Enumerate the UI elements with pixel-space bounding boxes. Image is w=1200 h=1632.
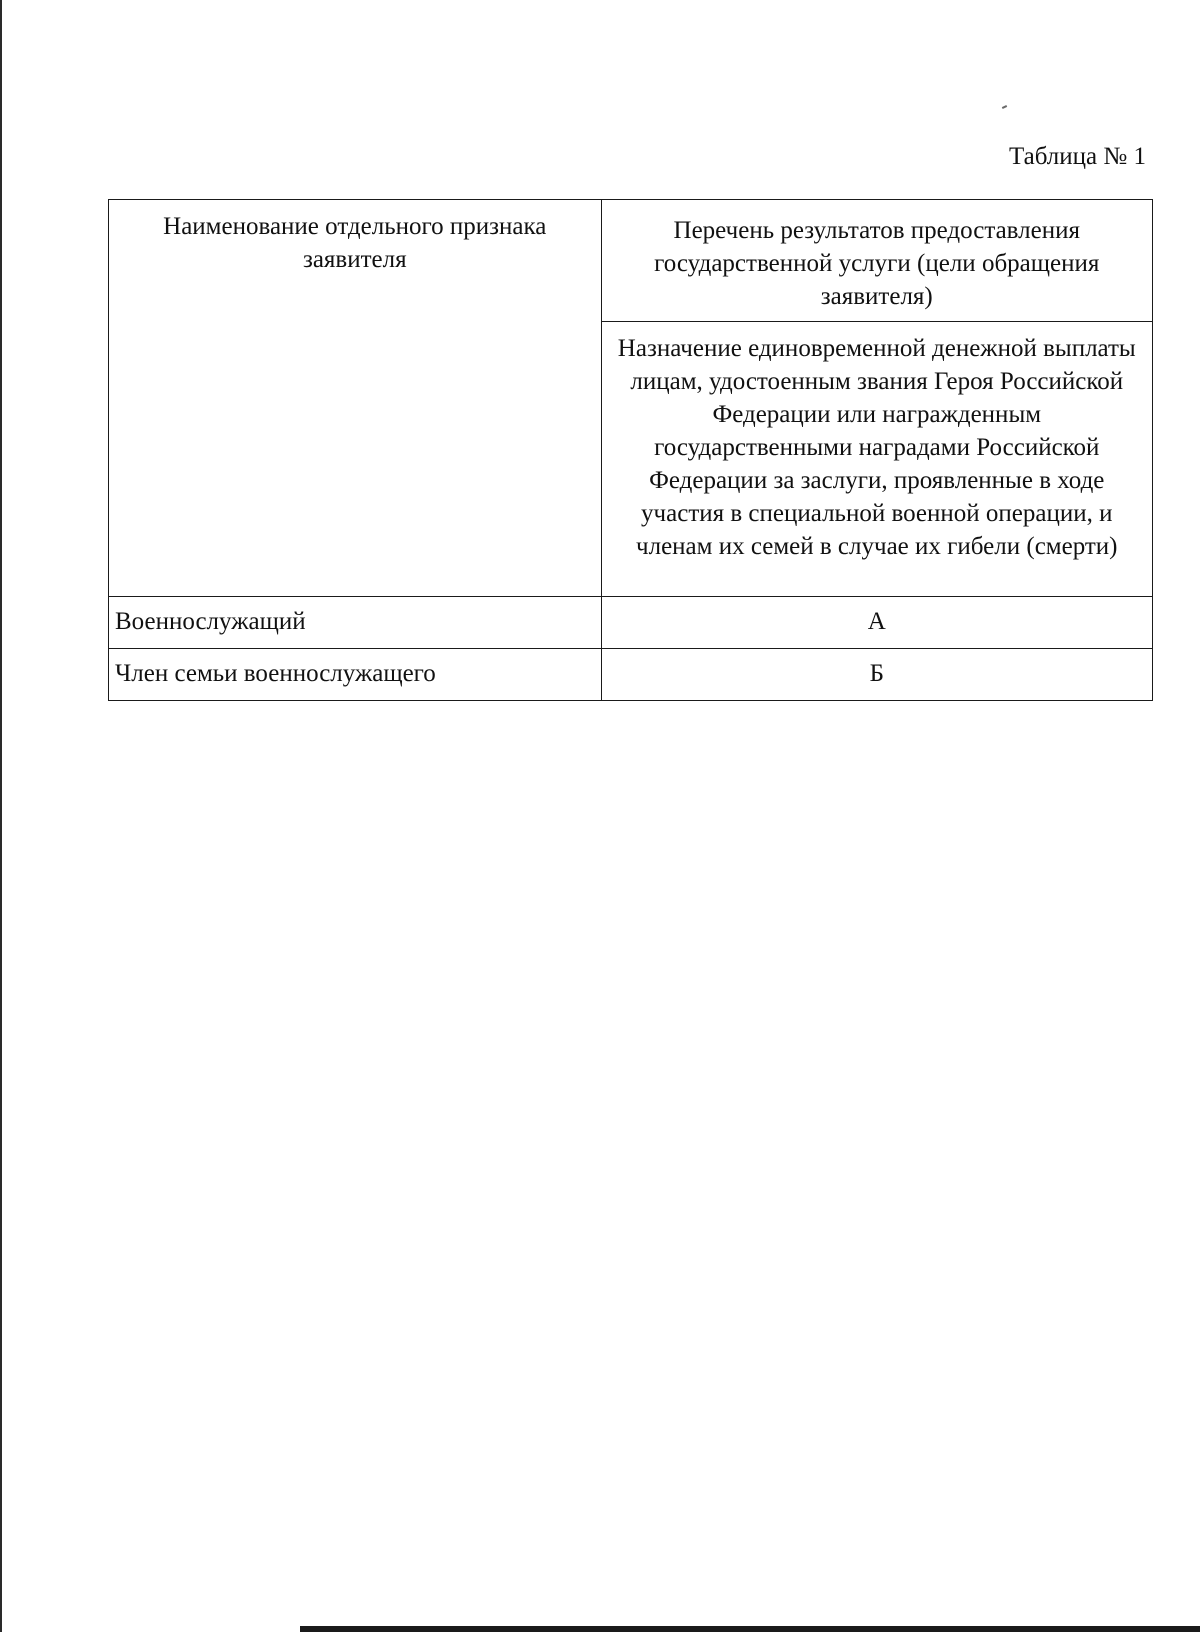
header-cell-results-list: Перечень результатов предоставления государственной услуги (цели обращения заявителя) [601,200,1152,322]
page-left-edge [0,0,2,1632]
table-number-caption: Таблица № 1 [1008,143,1146,170]
header-cell-attribute-name: Наименование отдельного признака заявителя [109,200,602,597]
scan-speck [1002,105,1007,109]
table-header-row [109,200,1153,322]
row-value-family-member: Б [601,649,1152,701]
row-value-serviceman: А [601,597,1152,649]
row-label-serviceman: Военнослужащий [109,597,602,649]
applicant-attribute-table [108,199,1153,701]
header-cell-result-description: Назначение единовременной денежной выплаты лицам, удостоенным звания Героя Российской Федерации или награжденным государственными наградами Российской Федерации за заслуги, проявленные в ходе участия в специальной военной операции, и членам их семей в случае их гибели (смерти) [601,322,1152,597]
table-row [109,649,1153,701]
table-row [109,597,1153,649]
row-label-family-member: Член семьи военнослужащего [109,649,602,701]
page-bottom-edge [300,1626,1200,1632]
